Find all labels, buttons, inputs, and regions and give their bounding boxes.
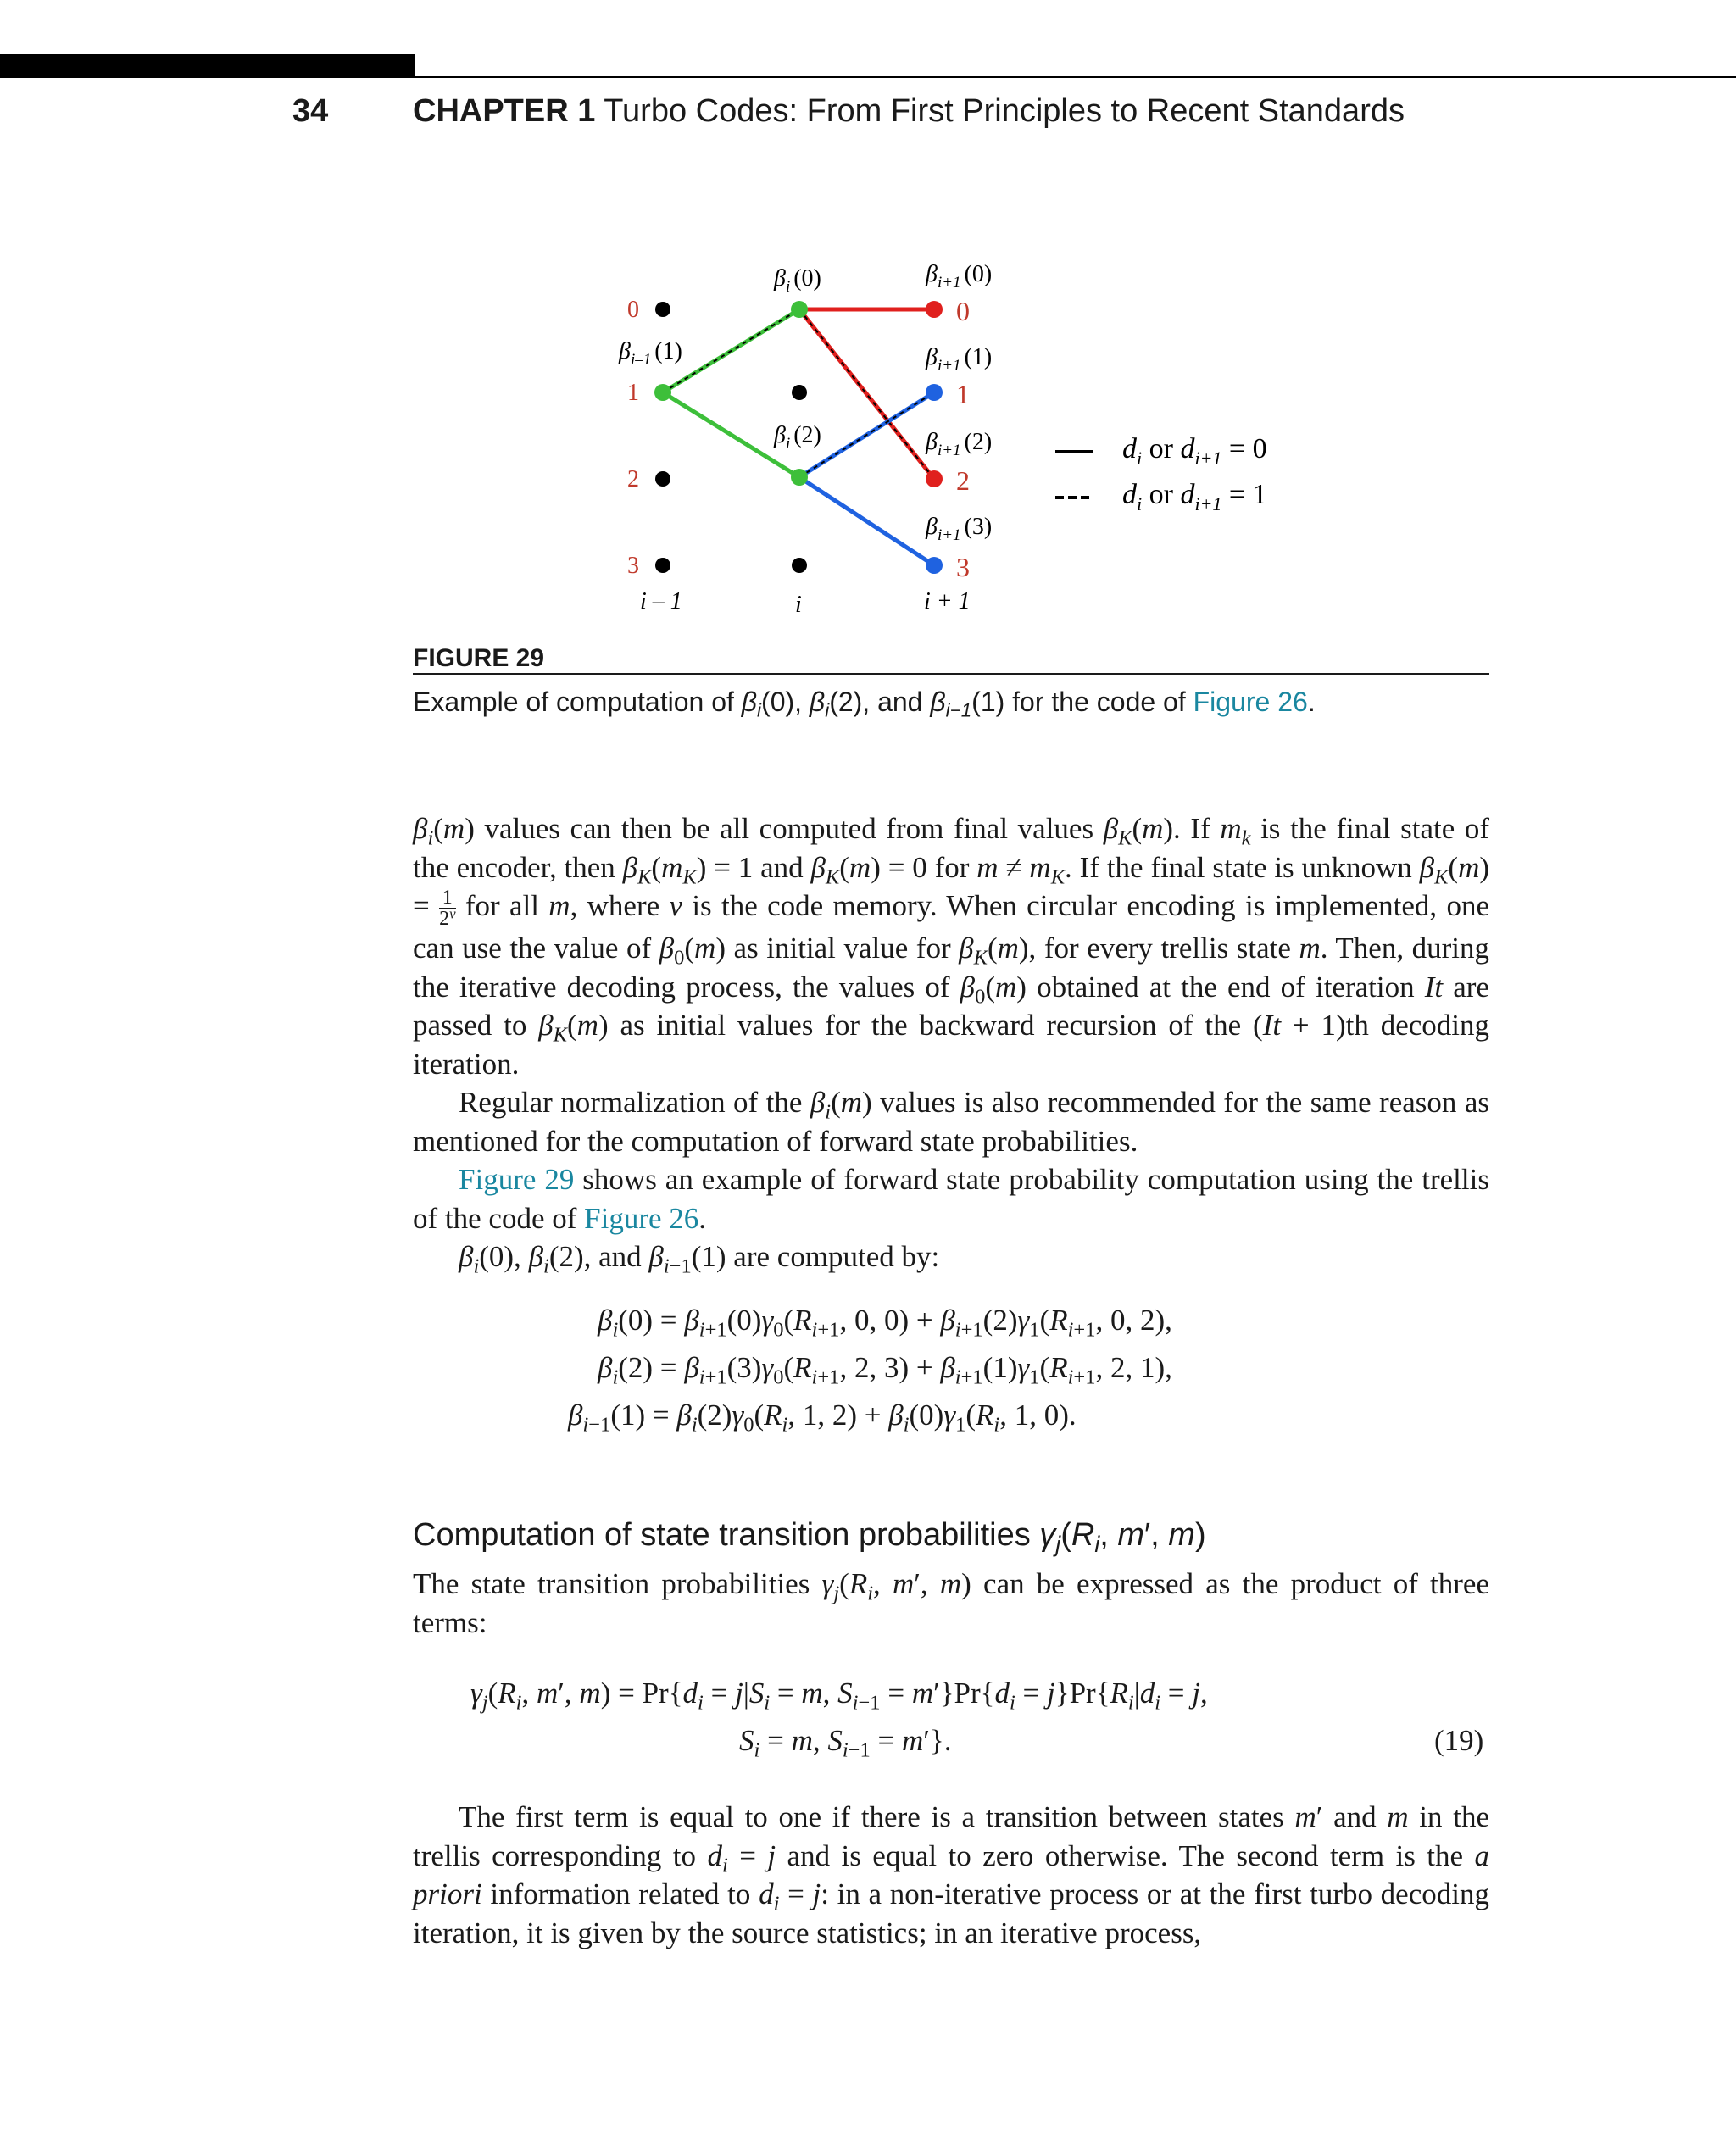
- node-im1-0: [655, 302, 670, 317]
- figure-26-link-body[interactable]: Figure 26: [584, 1201, 699, 1235]
- edge-im1-1-i0-dash: [663, 309, 799, 392]
- figure-26-link[interactable]: Figure 26: [1193, 687, 1308, 717]
- legend-dashed-label: $d_i$ or $d_{i+1} = 1$: [1122, 479, 1267, 514]
- node-im1-1: [654, 384, 671, 401]
- state-label-right-3: 3: [956, 552, 970, 582]
- paragraph-transition-intro: The state transition probabilities $\gamma_j(R_i$, m′, m) can be expressed as the product of three terms:: [413, 1567, 1490, 1639]
- body-block-3: [413, 1798, 1489, 1952]
- paragraph-normalization: Regular normalization of the $\beta_i(m)$ values is also recommended for the same reason as mentioned for the computation of forward state probabilities.: [413, 1086, 1489, 1158]
- section-heading: Computation of state transition probabilities $\gamma_j(R_i$, m′, m): [413, 1517, 1206, 1557]
- equation-beta-i-2: $\beta_i(2) = \beta_{i+1}(3)\gamma_0(R_{i+1}$, 2, $3) + \beta_{i+1}(1)\gamma_1(R_{i+1}$, 2, 1),: [598, 1351, 1172, 1389]
- state-label-right-2: 2: [956, 465, 970, 496]
- beta-ip1-2-label: $\beta_{i+1}$ (2): [926, 429, 993, 459]
- beta-ip1-1-label: $\beta_{i+1}$ (1): [926, 344, 993, 375]
- node-i-3: [792, 558, 807, 573]
- node-ip1-0: [926, 301, 943, 318]
- figure-caption-rule: [413, 673, 1489, 675]
- state-label-left-0: 0: [627, 297, 639, 323]
- beta-i-0-label: $\beta_i$ (0): [774, 265, 821, 296]
- state-label-left-1: 1: [627, 380, 639, 406]
- edge-i2-ip1-3: [799, 477, 934, 565]
- node-im1-3: [655, 558, 670, 573]
- state-label-right-0: 0: [956, 296, 970, 326]
- node-i-1: [792, 385, 807, 400]
- body-block-2: [413, 1565, 1489, 1642]
- time-label-i: i: [795, 592, 802, 618]
- state-label-left-2: 2: [627, 466, 639, 492]
- legend-solid-label: $d_i$ or $d_{i+1} = 0$: [1122, 433, 1267, 469]
- node-im1-2: [655, 471, 670, 487]
- header-rule-thin: [415, 76, 1736, 78]
- chapter-title: Turbo Codes: From First Principles to Recent Standards: [604, 93, 1405, 129]
- running-head: [413, 93, 1405, 130]
- header-rule-thick: [0, 54, 415, 78]
- paragraph-example: Figure 29 shows an example of forward state probability computation using the trellis of the code of Figure 26.: [413, 1163, 1489, 1235]
- figure-caption: Example of computation of $\beta_i(0)$, $\beta_i(2)$, and $\beta_{i-1}(1)$ for the code of Figure 26.: [413, 687, 1316, 721]
- chapter-label: CHAPTER 1: [413, 93, 596, 129]
- node-ip1-2: [926, 470, 943, 487]
- node-ip1-1: [926, 384, 943, 401]
- paragraph-beta-init: $\beta_i(m)$ values can then be all computed from final values $\beta_K(m)$. If $m_k$ is the final state of the encoder, then $\beta_K(m_K) = 1$ and $\beta_K(m) = 0$ for $m \ne m_K$. If the final state is unknown $\beta_K(m)$ = $\frac{1}{2^\nu}$ for all m, where ν is the code memory. When circular encoding is implemented, one can use the value of $\beta_0(m)$ as initial value for $\beta_K(m)$, for every trellis state m. Then, during the iterative decoding process, the values of $\beta_0(m)$ obtained at the end of iteration It are passed to $\beta_K(m)$ as initial values for the backward recursion of the (It + 1)th decoding iteration.: [413, 812, 1490, 1081]
- time-label-im1: i – 1: [640, 588, 682, 614]
- equation-number-19: (19): [1434, 1724, 1484, 1757]
- edge-i0-ip1-2: [799, 309, 934, 479]
- figure-label: FIGURE 29: [413, 644, 545, 672]
- state-label-left-3: 3: [627, 553, 639, 579]
- equation-beta-im1-1: $\beta_{i-1}(1) = \beta_i(2)\gamma_0(R_i$, 1, $2) + \beta_i(0)\gamma_1(R_i$, 1, 0).: [568, 1399, 1077, 1437]
- body-block-1: [413, 809, 1489, 1276]
- figure-29-link[interactable]: Figure 29: [459, 1163, 575, 1197]
- equation-19-line-1: $\gamma_j(R_i$, m′, $m) = Pr\{d_i = j|S_i = m$, $S_{i-1} = m'\}Pr\{d_i = j\}Pr\{R_i|d_i = j$,: [470, 1677, 1208, 1715]
- equation-beta-i-0: $\beta_i(0) = \beta_{i+1}(0)\gamma_0(R_{i+1}$, 0, $0) + \beta_{i+1}(2)\gamma_1(R_{i+1}$, 0, 2),: [598, 1304, 1172, 1342]
- beta-ip1-0-label: $\beta_{i+1}$ (0): [926, 261, 993, 292]
- trellis-diagram: [593, 246, 1322, 619]
- beta-im1-1-label: $\beta_{i-1}$ (1): [619, 338, 682, 369]
- time-label-ip1: i + 1: [924, 588, 971, 614]
- node-i-0: [791, 301, 808, 318]
- node-i-2: [791, 469, 808, 486]
- state-label-right-1: 1: [956, 379, 970, 409]
- page-number: 34: [292, 93, 329, 129]
- paragraph-first-term: The first term is equal to one if there is a transition between states m′ and m in the trellis corresponding to $d_i = j$ and is equal to zero otherwise. The second term is the a priori information related to $d_i = j$: in a non-iterative process or at the first turbo decoding iteration, it is given by the source statistics; in an iterative process,: [413, 1800, 1489, 1949]
- node-ip1-3: [926, 557, 943, 574]
- paragraph-computed-by: $\beta_i(0)$, $\beta_i(2)$, and $\beta_{i-1}(1)$ are computed by:: [459, 1240, 940, 1278]
- beta-ip1-3-label: $\beta_{i+1}$ (3): [926, 514, 993, 544]
- beta-i-2-label: $\beta_i$ (2): [774, 422, 821, 453]
- equation-19-line-2: $S_i = m$, $S_{i-1} = m'$}.: [739, 1724, 952, 1762]
